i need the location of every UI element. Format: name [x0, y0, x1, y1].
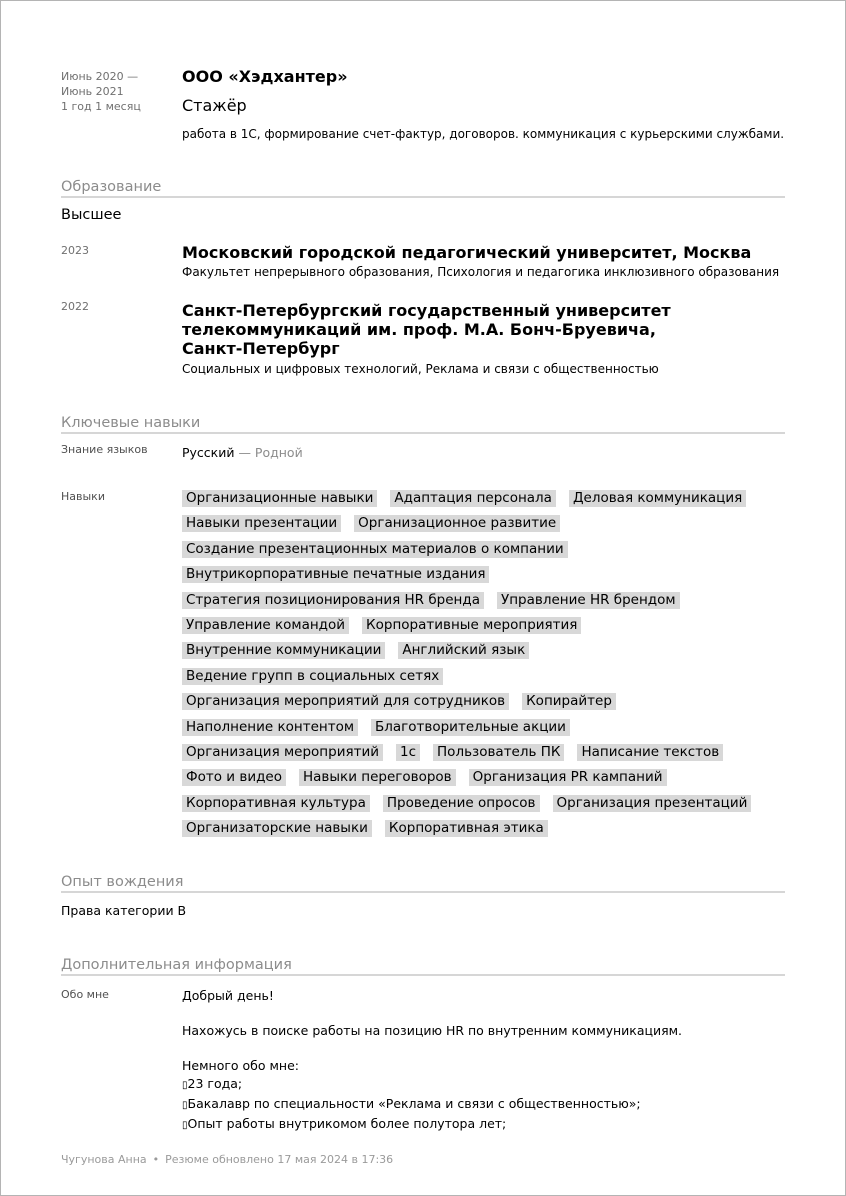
skill-tag: Создание презентационных материалов о компании	[182, 541, 568, 558]
skills-row	[182, 487, 782, 512]
skills-row	[182, 639, 782, 664]
education-year: 2022	[61, 300, 89, 313]
skills-label: Навыки	[61, 490, 105, 503]
skills-row	[182, 563, 782, 588]
skills-row	[182, 512, 782, 537]
job-duration: 1 год 1 месяц	[61, 100, 141, 113]
skill-tag: Корпоративная культура	[182, 795, 370, 812]
about-bullet-text: Бакалавр по специальности «Реклама и связи с общественностью»;	[187, 1096, 641, 1111]
about-text	[182, 987, 782, 1135]
skill-tag: Английский язык	[398, 642, 529, 659]
skill-tag: Управление HR брендом	[497, 592, 680, 609]
job-dates	[61, 69, 171, 114]
about-greeting: Добрый день!	[182, 988, 274, 1003]
skill-tag: Стратегия позиционирования HR бренда	[182, 592, 484, 609]
skills-row	[182, 716, 782, 741]
job-position: Стажёр	[182, 96, 247, 115]
job-end-date: Июнь 2021	[61, 85, 124, 98]
skill-tag: Ведение групп в социальных сетях	[182, 668, 443, 685]
skill-tag: Организация презентаций	[553, 795, 752, 812]
skill-tag: Адаптация персонала	[390, 490, 556, 507]
footer-name: Чугунова Анна	[61, 1153, 147, 1166]
skill-tag: Навыки презентации	[182, 515, 341, 532]
skill-tag: Внутренние коммуникации	[182, 642, 385, 659]
job-duties: работа в 1С, формирование счет-фактур, договоров. коммуникация с курьерскими службами.	[182, 127, 785, 141]
skill-tag: 1с	[396, 744, 420, 761]
skill-tag: Пользователь ПК	[433, 744, 564, 761]
section-title-additional: Дополнительная информация	[61, 956, 785, 976]
about-bullet	[182, 1115, 782, 1135]
skill-tag: Проведение опросов	[383, 795, 540, 812]
skill-tag: Наполнение контентом	[182, 719, 358, 736]
skill-tag: Управление командой	[182, 617, 349, 634]
about-label: Обо мне	[61, 988, 109, 1001]
skill-tag: Корпоративная этика	[385, 820, 548, 837]
skill-tag: Организация мероприятий	[182, 744, 383, 761]
skill-tag: Копирайтер	[522, 693, 616, 710]
about-bullet-text: Опыт работы внутрикомом более полутора лет;	[187, 1116, 507, 1131]
language-entry	[182, 445, 303, 460]
footer-updated: Резюме обновлено 17 мая 2024 в 17:36	[165, 1153, 394, 1166]
skills-row	[182, 665, 782, 690]
section-title-skills: Ключевые навыки	[61, 414, 785, 434]
skills-row	[182, 766, 782, 791]
skill-tag: Навыки переговоров	[299, 769, 456, 786]
skills-list	[182, 487, 782, 842]
about-bullet	[182, 1095, 782, 1115]
footer-separator: •	[152, 1153, 160, 1166]
language-level: — Родной	[234, 445, 303, 460]
skill-tag: Организация PR кампаний	[469, 769, 667, 786]
section-title-education: Образование	[61, 178, 785, 198]
bullet-glyph-icon: ▯	[182, 1080, 188, 1091]
about-search: Нахожусь в поиске работы на позицию HR по внутренним коммуникациям.	[182, 1023, 683, 1038]
about-bullets	[182, 1075, 782, 1135]
skills-row	[182, 614, 782, 639]
job-start-date: Июнь 2020 —	[61, 70, 139, 83]
skill-tag: Благотворительные акции	[371, 719, 570, 736]
company-name: ООО «Хэдхантер»	[182, 67, 348, 86]
about-bullet	[182, 1075, 782, 1095]
skills-row	[182, 792, 782, 817]
skill-tag: Написание текстов	[577, 744, 723, 761]
skill-tag: Корпоративные мероприятия	[362, 617, 581, 634]
education-faculty: Факультет непрерывного образования, Психология и педагогика инклюзивного образования	[182, 265, 780, 279]
skills-row	[182, 817, 782, 842]
education-institution: Московский городской педагогический университет, Москва	[182, 243, 752, 262]
skill-tag: Организация мероприятий для сотрудников	[182, 693, 509, 710]
skills-row	[182, 690, 782, 715]
education-faculty: Социальных и цифровых технологий, Реклама и связи с общественностью	[182, 362, 659, 376]
skill-tag: Организационное развитие	[354, 515, 560, 532]
skill-tag: Внутрикорпоративные печатные издания	[182, 566, 489, 583]
about-intro: Немного обо мне:	[182, 1058, 300, 1073]
about-bullet-text: 23 года;	[187, 1076, 243, 1091]
section-title-driving: Опыт вождения	[61, 873, 785, 893]
skills-row	[182, 741, 782, 766]
education-year: 2023	[61, 244, 89, 257]
skill-tag: Организаторские навыки	[182, 820, 372, 837]
skills-row	[182, 589, 782, 614]
skills-row	[182, 538, 782, 563]
languages-label: Знание языков	[61, 443, 148, 456]
skill-tag: Фото и видео	[182, 769, 286, 786]
education-level: Высшее	[61, 207, 122, 223]
footer	[61, 1153, 393, 1166]
language-name: Русский	[182, 445, 235, 460]
education-institution: Санкт-Петербургский государственный университет телекоммуникаций им. проф. М.А. Бонч-Бруевича, Санкт-Петербург	[182, 301, 671, 358]
bullet-glyph-icon: ▯	[182, 1100, 188, 1111]
skill-tag: Деловая коммуникация	[569, 490, 746, 507]
skill-tag: Организационные навыки	[182, 490, 377, 507]
bullet-glyph-icon: ▯	[182, 1120, 188, 1131]
driving-license: Права категории B	[61, 903, 187, 918]
